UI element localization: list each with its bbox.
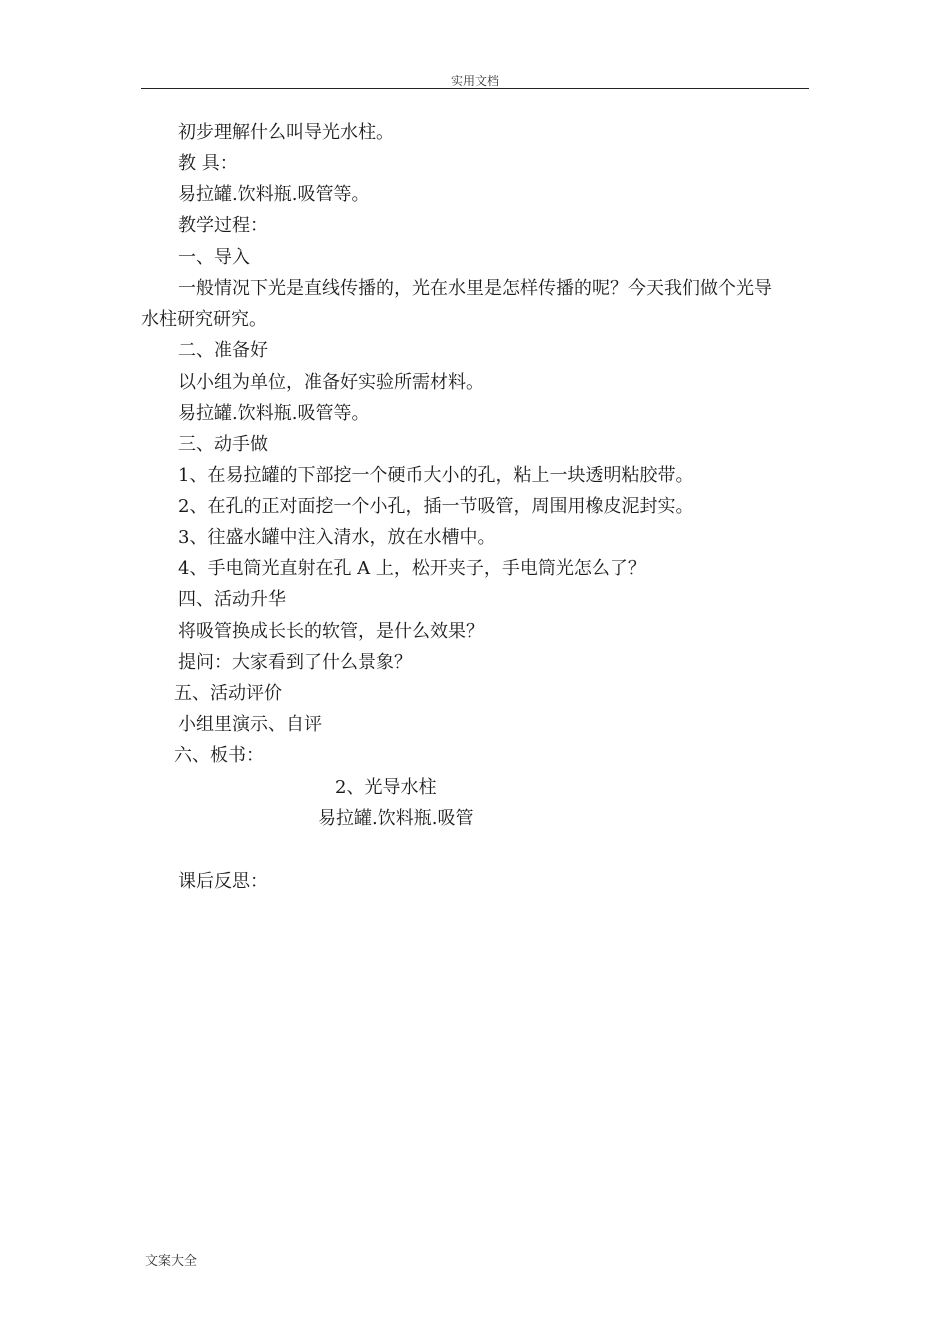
reflection-heading: 课后反思： <box>178 871 268 892</box>
text-line: 提问：大家看到了什么景象？ <box>178 652 412 673</box>
text-line: 易拉罐.饮料瓶.吸管等。 <box>178 403 370 424</box>
header-divider <box>141 88 809 89</box>
text-line: 初步理解什么叫导光水柱。 <box>178 122 394 143</box>
text-line: 易拉罐.饮料瓶.吸管等。 <box>178 184 370 205</box>
board-title: 2、光导水柱 <box>335 777 437 798</box>
section-heading: 三、动手做 <box>178 434 268 455</box>
section-heading: 一、导入 <box>178 247 250 268</box>
text-line: 2、在孔的正对面挖一个小孔，插一节吸管，周围用橡皮泥封实。 <box>178 496 694 517</box>
section-heading: 五、活动评价 <box>174 683 282 704</box>
section-heading: 六、板书： <box>174 745 264 766</box>
board-text: 易拉罐.饮料瓶.吸管 <box>318 808 474 829</box>
text-line: 4、手电筒光直射在孔 A 上，松开夹子，手电筒光怎么了？ <box>178 558 646 579</box>
text-line: 小组里演示、自评 <box>178 714 322 735</box>
section-heading: 四、活动升华 <box>178 589 286 610</box>
page-header: 实用文档 <box>450 74 499 88</box>
text-line: 水柱研究研究。 <box>141 309 267 330</box>
text-line: 教 具： <box>178 153 238 174</box>
text-line: 将吸管换成长长的软管，是什么效果？ <box>178 621 484 642</box>
text-line: 一般情况下光是直线传播的，光在水里是怎样传播的呢？今天我们做个光导 <box>178 278 772 299</box>
text-line: 3、往盛水罐中注入清水，放在水槽中。 <box>178 527 496 548</box>
section-heading: 教学过程： <box>178 215 268 236</box>
page-footer: 文案大全 <box>145 1254 198 1269</box>
section-heading: 二、准备好 <box>178 340 268 361</box>
text-line: 以小组为单位，准备好实验所需材料。 <box>178 372 484 393</box>
text-line: 1、在易拉罐的下部挖一个硬币大小的孔，粘上一块透明粘胶带。 <box>178 465 694 486</box>
